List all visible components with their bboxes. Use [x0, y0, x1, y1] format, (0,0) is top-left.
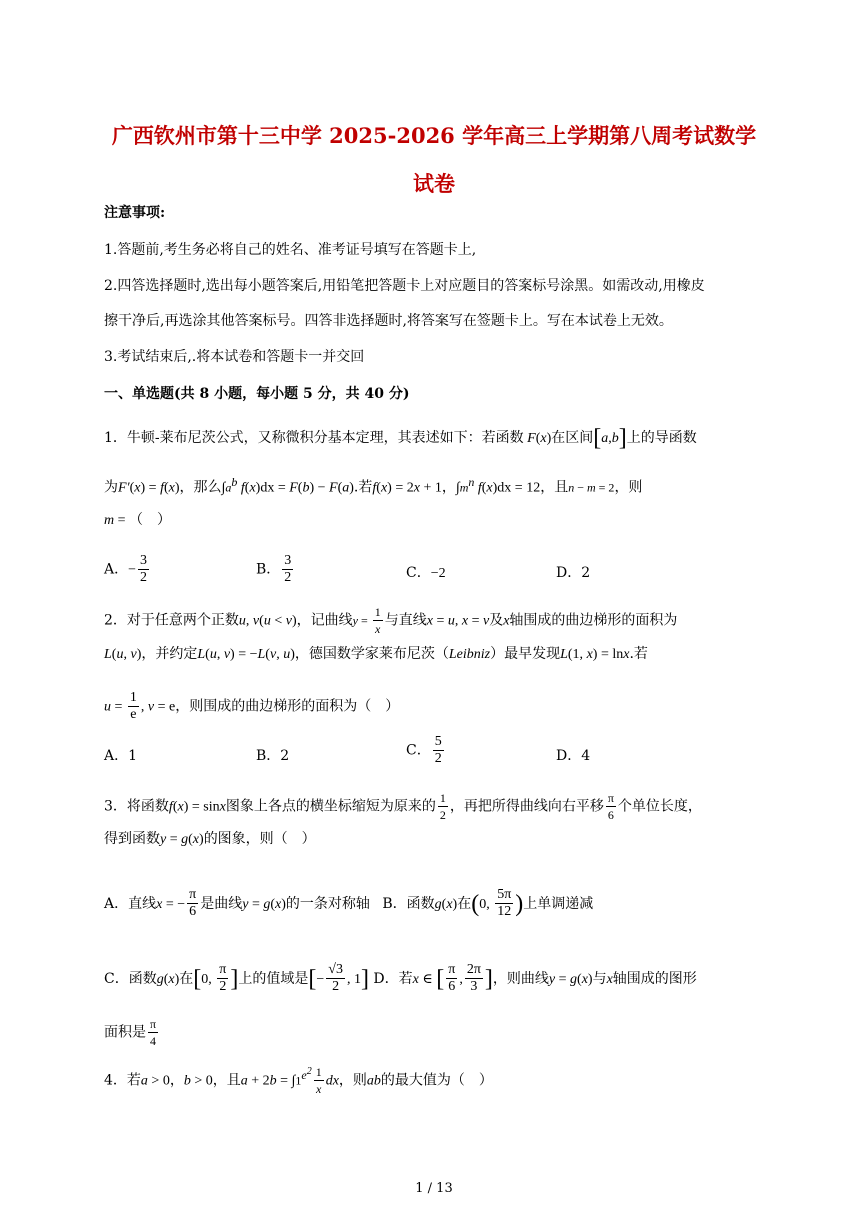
- section-heading: 一、单选题(共 8 小题，每小题 5 分，共 40 分): [104, 386, 410, 402]
- q1-line-2: 为F′(x) = f(x)，那么$\int a^b$ f(x)dx = F(b) − F(a).若f(x) = 2x + 1，$\int m^n$ f(x)dx = 12，且n − m = 2，则: [104, 475, 643, 496]
- q3-option-c: C．函数g(x)在[0, $\frac{\pi}{2}$ ]上的值域是[− $\frac{√3}{2}$ , 1]: [104, 962, 369, 994]
- q1-option-c: C．−2: [406, 565, 446, 581]
- q1-line-3: m = （ ）: [104, 512, 172, 528]
- q4-line-1: 4．若a > 0，b > 0，且$a + 2b = \int 1^{e^2}$ $\frac{1}{x}$ dx，则ab的最大值为（ ）: [104, 1065, 493, 1097]
- notice-item-2-cont: 擦干净后,再选涂其他答案标号。四答非选择题时,将答案写在签题卡上。写在本试卷上无效。: [104, 313, 673, 329]
- q2-line-2: L(u, v)，并约定L(u, v) = −L(v, u)，德国数学家莱布尼茨（Leibniz）最早发现L(1, x) = lnx.若: [104, 646, 648, 662]
- q1-option-a: A．− $\frac{3}{2}$: [104, 553, 148, 585]
- q3-line-1: 3．将函数f(x) = sinx图象上各点的横坐标缩短为原来的 $\frac{1}{2}$ ，再把所得曲线向右平移 $\frac{\pi}{6}$ 个单位长度，: [104, 791, 702, 822]
- q2-option-c: C． $\frac{5}{2}$: [406, 734, 442, 766]
- title-line-1: 广西钦州市第十三中学 2025-2026 学年高三上学期第八周考试数学: [111, 123, 757, 148]
- notice-item-1: 1.答题前,考生务必将自己的姓名、准考证号填写在答题卡上,: [104, 242, 477, 258]
- q2-option-d: D．4: [556, 748, 591, 764]
- title-line-2: 试卷: [413, 171, 455, 196]
- q3-options-ab: [104, 887, 593, 920]
- notice-item-2: 2.四答选择题时,选出每小题答案后,用铅笔把答题卡上对应题目的答案标号涂黑。如需改动,用橡皮: [104, 278, 705, 294]
- q3-options-cd: [104, 962, 697, 995]
- q2-line-1: 2．对于任意两个正数u, v(u < v)，记曲线y = $\frac{1}{x}$ 与直线x = u, x = v及x轴围成的曲边梯形的面积为: [104, 605, 678, 636]
- page-number: 1 / 13: [415, 1181, 453, 1196]
- q2-option-a: A．1: [104, 748, 138, 764]
- q3-option-d: D．若x ∈ [ $\frac{\pi}{6}$ , $\frac{2\pi}{3}$ ]，则曲线y = g(x)与x轴围成的图形: [373, 962, 697, 994]
- document-title: [100, 112, 768, 208]
- q2-option-b: B．2: [256, 748, 290, 764]
- notice-heading: 注意事项:: [104, 205, 166, 221]
- q1-line-1: 1．牛顿-莱布尼茨公式，又称微积分基本定理，其表述如下：若函数 F(x)在区间[a,b]上的导函数: [104, 425, 697, 451]
- q1-option-d: D．2: [556, 565, 591, 581]
- q2-line-3: u = $\frac{1}{e}$ , v = e，则围成的曲边梯形的面积为（ ）: [104, 690, 400, 722]
- q3-option-d-cont: 面积是 $\frac{\pi}{4}$: [104, 1017, 157, 1048]
- q3-line-2: 得到函数y = g(x)的图象，则（ ）: [104, 831, 316, 847]
- q1-option-b: B． $\frac{3}{2}$: [256, 553, 292, 585]
- notice-item-3: 3.考试结束后,.将本试卷和答题卡一并交回: [104, 349, 365, 365]
- q3-option-b: B．函数g(x)在(0, $\frac{5\pi}{12}$ )上单调递减: [382, 887, 594, 919]
- q3-option-a: A．直线x = − $\frac{\pi}{6}$ 是曲线y = g(x)的一条对称轴: [104, 887, 370, 919]
